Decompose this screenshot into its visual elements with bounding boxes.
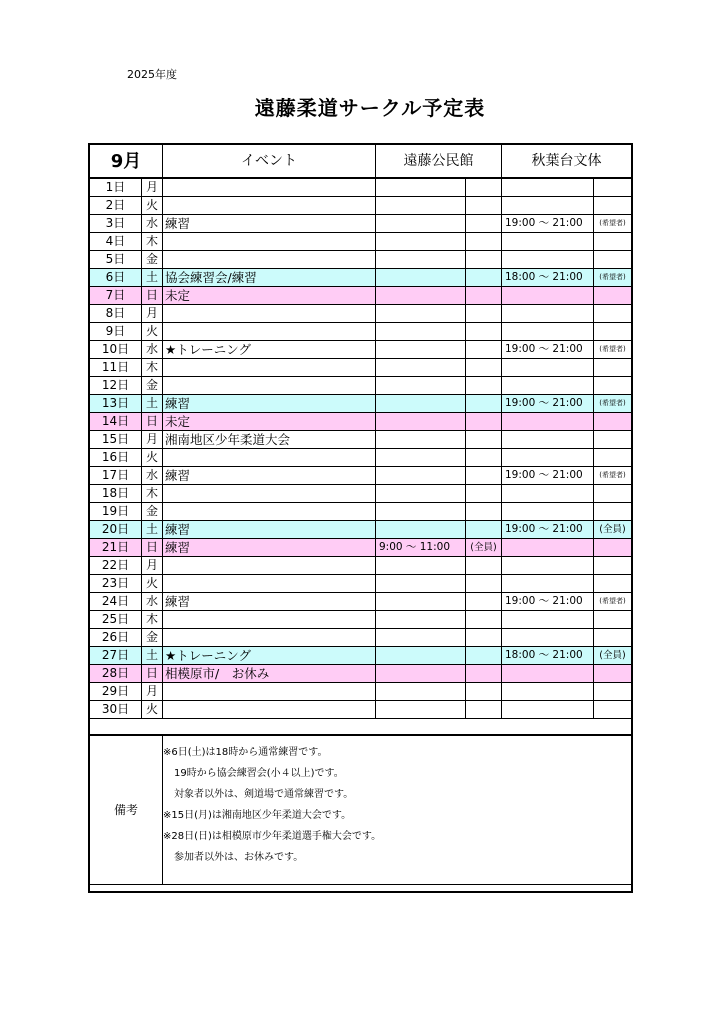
day-cell: 4日 — [90, 233, 142, 251]
weekday-cell: 火 — [142, 449, 163, 467]
schedule-row — [90, 665, 632, 683]
venue2-time-cell: 19:00 ～ 21:00 — [502, 521, 594, 539]
table-header-row — [90, 145, 632, 179]
venue2-time-cell — [502, 557, 594, 575]
fiscal-year: 2025年度 — [127, 68, 177, 81]
venue2-time-cell: 19:00 ～ 21:00 — [502, 215, 594, 233]
day-cell: 26日 — [90, 629, 142, 647]
venue1-note-cell — [466, 611, 502, 629]
event-cell: 湘南地区少年柔道大会 — [163, 431, 376, 449]
venue1-note-cell — [466, 341, 502, 359]
venue2-note-cell: (希望者) — [594, 341, 632, 359]
remark-line: ※28日(日)は相模原市少年柔道選手権大会です。 — [163, 831, 382, 842]
schedule-row — [90, 575, 632, 593]
remarks-body — [163, 735, 632, 885]
venue1-note-cell — [466, 323, 502, 341]
venue1-time-cell — [376, 611, 466, 629]
schedule-row — [90, 215, 632, 233]
venue2-time-cell: 19:00 ～ 21:00 — [502, 341, 594, 359]
venue2-note-cell — [594, 557, 632, 575]
weekday-cell: 金 — [142, 503, 163, 521]
venue2-time-cell — [502, 323, 594, 341]
schedule-row — [90, 701, 632, 719]
event-cell — [163, 449, 376, 467]
venue2-note-cell: (希望者) — [594, 269, 632, 287]
weekday-cell: 金 — [142, 251, 163, 269]
event-cell — [163, 323, 376, 341]
venue1-time-cell — [376, 341, 466, 359]
venue2-column-header: 秋葉台文体 — [502, 145, 632, 179]
event-cell: 練習 — [163, 593, 376, 611]
schedule-row — [90, 251, 632, 269]
schedule-row — [90, 467, 632, 485]
day-cell: 21日 — [90, 539, 142, 557]
venue1-note-cell: (全員) — [466, 539, 502, 557]
weekday-cell: 水 — [142, 341, 163, 359]
weekday-cell: 月 — [142, 683, 163, 701]
venue2-time-cell — [502, 683, 594, 701]
venue2-note-cell: (希望者) — [594, 215, 632, 233]
schedule-row — [90, 593, 632, 611]
venue1-time-cell — [376, 377, 466, 395]
venue1-time-cell — [376, 449, 466, 467]
venue1-note-cell — [466, 377, 502, 395]
page-title: 遠藤柔道サークル予定表 — [254, 96, 486, 120]
venue2-time-cell: 18:00 ～ 21:00 — [502, 269, 594, 287]
venue1-note-cell — [466, 575, 502, 593]
weekday-cell: 土 — [142, 269, 163, 287]
venue1-time-cell — [376, 178, 466, 197]
event-cell: 未定 — [163, 287, 376, 305]
event-cell: 練習 — [163, 539, 376, 557]
weekday-cell: 月 — [142, 305, 163, 323]
weekday-cell: 日 — [142, 413, 163, 431]
event-cell — [163, 197, 376, 215]
venue2-note-cell — [594, 359, 632, 377]
remarks-row — [90, 735, 632, 885]
venue2-time-cell — [502, 233, 594, 251]
venue2-time-cell — [502, 305, 594, 323]
venue2-note-cell — [594, 701, 632, 719]
venue2-time-cell: 19:00 ～ 21:00 — [502, 467, 594, 485]
venue1-note-cell — [466, 197, 502, 215]
weekday-cell: 金 — [142, 629, 163, 647]
schedule-row — [90, 629, 632, 647]
event-cell: 相模原市/ お休み — [163, 665, 376, 683]
remark-line: 対象者以外は、剣道場で通常練習です。 — [174, 789, 354, 800]
schedule-row — [90, 377, 632, 395]
venue1-time-cell — [376, 593, 466, 611]
venue1-time-cell — [376, 665, 466, 683]
remark-line: 参加者以外は、お休みです。 — [174, 852, 304, 863]
venue1-note-cell — [466, 467, 502, 485]
venue1-note-cell — [466, 215, 502, 233]
venue1-time-cell — [376, 359, 466, 377]
schedule-row — [90, 503, 632, 521]
day-cell: 17日 — [90, 467, 142, 485]
venue1-time-cell — [376, 431, 466, 449]
venue2-time-cell — [502, 359, 594, 377]
venue2-time-cell — [502, 197, 594, 215]
schedule-row — [90, 611, 632, 629]
venue2-note-cell — [594, 683, 632, 701]
venue1-time-cell — [376, 683, 466, 701]
venue2-note-cell: (希望者) — [594, 593, 632, 611]
day-cell: 27日 — [90, 647, 142, 665]
venue1-time-cell — [376, 647, 466, 665]
day-cell: 16日 — [90, 449, 142, 467]
schedule-row — [90, 178, 632, 197]
day-cell: 2日 — [90, 197, 142, 215]
month-header: 9月 — [90, 145, 163, 179]
weekday-cell: 日 — [142, 665, 163, 683]
event-cell — [163, 377, 376, 395]
venue1-time-cell — [376, 287, 466, 305]
remark-line: ※15日(月)は湘南地区少年柔道大会です。 — [163, 810, 352, 821]
venue2-time-cell — [502, 431, 594, 449]
weekday-cell: 土 — [142, 521, 163, 539]
venue2-note-cell — [594, 611, 632, 629]
schedule-row — [90, 305, 632, 323]
weekday-cell: 水 — [142, 593, 163, 611]
venue2-note-cell — [594, 665, 632, 683]
day-cell: 6日 — [90, 269, 142, 287]
venue2-note-cell: (希望者) — [594, 395, 632, 413]
venue2-note-cell — [594, 485, 632, 503]
day-cell: 24日 — [90, 593, 142, 611]
schedule-row — [90, 233, 632, 251]
event-cell — [163, 683, 376, 701]
schedule-row — [90, 431, 632, 449]
venue1-note-cell — [466, 251, 502, 269]
day-cell: 9日 — [90, 323, 142, 341]
schedule-row — [90, 539, 632, 557]
schedule-row — [90, 395, 632, 413]
venue2-note-cell — [594, 431, 632, 449]
weekday-cell: 日 — [142, 539, 163, 557]
event-cell: 練習 — [163, 215, 376, 233]
day-cell: 15日 — [90, 431, 142, 449]
event-cell — [163, 629, 376, 647]
weekday-cell: 木 — [142, 359, 163, 377]
day-cell: 22日 — [90, 557, 142, 575]
venue1-note-cell — [466, 269, 502, 287]
weekday-cell: 月 — [142, 178, 163, 197]
event-cell — [163, 359, 376, 377]
venue2-note-cell — [594, 233, 632, 251]
venue1-time-cell — [376, 197, 466, 215]
remark-line: 19時から協会練習会(小４以上)です。 — [174, 768, 344, 779]
day-cell: 23日 — [90, 575, 142, 593]
venue1-time-cell — [376, 467, 466, 485]
weekday-cell: 土 — [142, 647, 163, 665]
event-cell — [163, 611, 376, 629]
event-cell — [163, 503, 376, 521]
venue2-time-cell: 18:00 ～ 21:00 — [502, 647, 594, 665]
venue1-note-cell — [466, 647, 502, 665]
day-cell: 11日 — [90, 359, 142, 377]
venue1-note-cell — [466, 395, 502, 413]
weekday-cell: 土 — [142, 395, 163, 413]
day-cell: 28日 — [90, 665, 142, 683]
venue1-time-cell — [376, 701, 466, 719]
day-cell: 20日 — [90, 521, 142, 539]
venue1-time-cell — [376, 269, 466, 287]
weekday-cell: 火 — [142, 323, 163, 341]
day-cell: 8日 — [90, 305, 142, 323]
day-cell: 29日 — [90, 683, 142, 701]
schedule-row — [90, 449, 632, 467]
venue1-note-cell — [466, 521, 502, 539]
venue1-note-cell — [466, 413, 502, 431]
event-cell — [163, 305, 376, 323]
weekday-cell: 火 — [142, 575, 163, 593]
day-cell: 18日 — [90, 485, 142, 503]
day-cell: 12日 — [90, 377, 142, 395]
event-cell: 練習 — [163, 467, 376, 485]
venue1-time-cell — [376, 215, 466, 233]
schedule-row — [90, 683, 632, 701]
schedule-row — [90, 413, 632, 431]
venue1-note-cell — [466, 305, 502, 323]
venue1-time-cell — [376, 251, 466, 269]
event-cell: 未定 — [163, 413, 376, 431]
venue1-note-cell — [466, 485, 502, 503]
venue1-column-header: 遠藤公民館 — [376, 145, 502, 179]
weekday-cell: 水 — [142, 467, 163, 485]
venue2-note-cell — [594, 575, 632, 593]
venue1-time-cell — [376, 323, 466, 341]
venue2-time-cell — [502, 701, 594, 719]
venue1-note-cell — [466, 593, 502, 611]
weekday-cell: 月 — [142, 431, 163, 449]
venue2-time-cell — [502, 413, 594, 431]
day-cell: 14日 — [90, 413, 142, 431]
venue2-time-cell — [502, 251, 594, 269]
venue1-time-cell: 9:00 ～ 11:00 — [376, 539, 466, 557]
day-cell: 10日 — [90, 341, 142, 359]
venue2-note-cell — [594, 413, 632, 431]
venue1-note-cell — [466, 701, 502, 719]
venue1-time-cell — [376, 575, 466, 593]
schedule-row — [90, 341, 632, 359]
event-cell: ★トレーニング — [163, 341, 376, 359]
venue1-time-cell — [376, 305, 466, 323]
venue2-time-cell — [502, 665, 594, 683]
day-cell: 5日 — [90, 251, 142, 269]
schedule-row — [90, 521, 632, 539]
schedule-row — [90, 323, 632, 341]
weekday-cell: 火 — [142, 197, 163, 215]
schedule-row — [90, 269, 632, 287]
event-cell — [163, 575, 376, 593]
venue2-time-cell — [502, 611, 594, 629]
weekday-cell: 金 — [142, 377, 163, 395]
venue2-time-cell — [502, 449, 594, 467]
venue2-time-cell — [502, 575, 594, 593]
schedule-row — [90, 557, 632, 575]
venue1-time-cell — [376, 521, 466, 539]
venue1-note-cell — [466, 178, 502, 197]
schedule-table — [89, 144, 632, 885]
weekday-cell: 火 — [142, 701, 163, 719]
event-cell — [163, 251, 376, 269]
venue1-time-cell — [376, 503, 466, 521]
venue2-time-cell: 19:00 ～ 21:00 — [502, 395, 594, 413]
venue1-time-cell — [376, 629, 466, 647]
venue2-time-cell — [502, 503, 594, 521]
venue2-note-cell — [594, 305, 632, 323]
event-cell: 練習 — [163, 395, 376, 413]
blank-row — [90, 719, 632, 736]
venue2-time-cell — [502, 485, 594, 503]
event-cell: 協会練習会/練習 — [163, 269, 376, 287]
weekday-cell: 木 — [142, 611, 163, 629]
venue2-time-cell — [502, 377, 594, 395]
event-cell — [163, 233, 376, 251]
venue2-note-cell — [594, 629, 632, 647]
weekday-cell: 水 — [142, 215, 163, 233]
day-cell: 1日 — [90, 178, 142, 197]
blank-cell — [90, 719, 632, 736]
event-cell: 練習 — [163, 521, 376, 539]
venue1-note-cell — [466, 683, 502, 701]
event-cell: ★トレーニング — [163, 647, 376, 665]
venue1-note-cell — [466, 557, 502, 575]
day-cell: 25日 — [90, 611, 142, 629]
weekday-cell: 月 — [142, 557, 163, 575]
venue2-note-cell — [594, 377, 632, 395]
schedule-row — [90, 287, 632, 305]
day-cell: 13日 — [90, 395, 142, 413]
venue2-time-cell — [502, 629, 594, 647]
remarks-label: 備考 — [90, 735, 163, 885]
event-cell — [163, 485, 376, 503]
day-cell: 3日 — [90, 215, 142, 233]
venue2-note-cell — [594, 503, 632, 521]
day-cell: 30日 — [90, 701, 142, 719]
venue1-time-cell — [376, 557, 466, 575]
venue1-note-cell — [466, 359, 502, 377]
venue2-note-cell: (全員) — [594, 521, 632, 539]
venue2-time-cell: 19:00 ～ 21:00 — [502, 593, 594, 611]
venue2-time-cell — [502, 178, 594, 197]
schedule-row — [90, 359, 632, 377]
venue2-note-cell — [594, 178, 632, 197]
venue1-note-cell — [466, 665, 502, 683]
venue1-time-cell — [376, 413, 466, 431]
venue2-note-cell: (希望者) — [594, 467, 632, 485]
venue2-note-cell — [594, 287, 632, 305]
venue2-time-cell — [502, 287, 594, 305]
weekday-cell: 日 — [142, 287, 163, 305]
schedule-row — [90, 485, 632, 503]
venue1-note-cell — [466, 629, 502, 647]
venue1-note-cell — [466, 431, 502, 449]
venue1-note-cell — [466, 449, 502, 467]
venue2-note-cell: (全員) — [594, 647, 632, 665]
venue1-time-cell — [376, 233, 466, 251]
event-cell — [163, 701, 376, 719]
venue2-note-cell — [594, 539, 632, 557]
remark-line: ※6日(土)は18時から通常練習です。 — [163, 747, 328, 758]
day-cell: 7日 — [90, 287, 142, 305]
venue1-note-cell — [466, 503, 502, 521]
venue2-note-cell — [594, 251, 632, 269]
venue2-note-cell — [594, 449, 632, 467]
weekday-cell: 木 — [142, 485, 163, 503]
event-cell — [163, 557, 376, 575]
event-cell — [163, 178, 376, 197]
day-cell: 19日 — [90, 503, 142, 521]
weekday-cell: 木 — [142, 233, 163, 251]
schedule-row — [90, 197, 632, 215]
schedule-row — [90, 647, 632, 665]
venue1-time-cell — [376, 485, 466, 503]
venue2-note-cell — [594, 197, 632, 215]
venue2-note-cell — [594, 323, 632, 341]
venue1-time-cell — [376, 395, 466, 413]
event-column-header: イベント — [163, 145, 376, 179]
venue2-time-cell — [502, 539, 594, 557]
venue1-note-cell — [466, 233, 502, 251]
venue1-note-cell — [466, 287, 502, 305]
